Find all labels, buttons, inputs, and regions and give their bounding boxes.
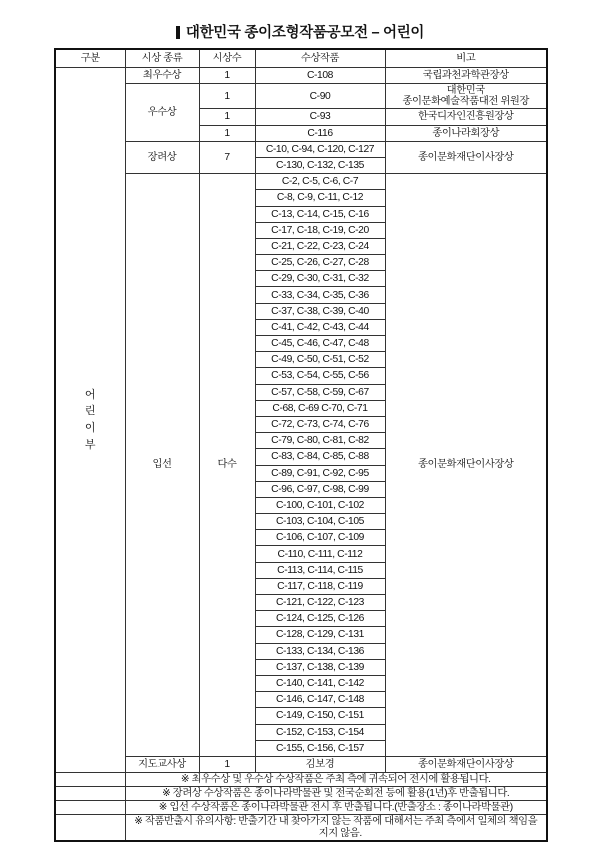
footnote-text <box>125 787 547 801</box>
division-char: 부 <box>84 438 96 451</box>
page-title <box>176 21 424 42</box>
cell-awarded-work: C-13, C-14, C-15, C-16 <box>255 206 385 222</box>
remarks-line-1: 대한민국 <box>446 85 485 97</box>
footnote-left-spacer <box>55 773 125 787</box>
cell-awarded-work: C-128, C-129, C-131 <box>255 627 385 643</box>
cell-remarks: 종이문화재단이사장상 <box>385 141 547 173</box>
cell-awarded-work: C-68, C-69 C-70, C-71 <box>255 400 385 416</box>
footnote-line: ※ 작품반출시 유의사항: 반출기간 내 찾아가지 않는 작품에 대해서는 주최 측에서 일체의 책임을 <box>134 816 538 828</box>
cell-awarded-work: C-146, C-147, C-148 <box>255 692 385 708</box>
cell-remarks: 종이문화재단이사장상 <box>385 174 547 757</box>
table-row <box>55 68 547 84</box>
cell-awarded-work: C-113, C-114, C-115 <box>255 562 385 578</box>
column-header-award-count: 시상수 <box>199 49 255 68</box>
cell-awarded-work: C-124, C-125, C-126 <box>255 611 385 627</box>
cell-awarded-work: C-90 <box>255 84 385 109</box>
page-title-text: 대한민국 종이조형작품공모전 – 어린이 <box>185 25 425 41</box>
footnote-line: ※ 최우수상 및 우수상 수상작품은 주최 측에 귀속되어 전시에 활용됩니다. <box>180 774 491 786</box>
cell-awarded-work: C-93 <box>255 109 385 125</box>
table-row <box>55 174 547 190</box>
table-row <box>55 141 547 157</box>
cell-awarded-work: C-53, C-54, C-55, C-56 <box>255 368 385 384</box>
cell-awarded-work: C-37, C-38, C-39, C-40 <box>255 303 385 319</box>
cell-awarded-work: C-149, C-150, C-151 <box>255 708 385 724</box>
cell-award-count: 7 <box>199 141 255 173</box>
cell-awarded-work: C-130, C-132, C-135 <box>255 157 385 173</box>
division-char: 어 <box>84 388 96 401</box>
column-header-award-type: 시상 종류 <box>125 49 199 68</box>
cell-awarded-work: C-8, C-9, C-11, C-12 <box>255 190 385 206</box>
cell-award-count: 1 <box>199 756 255 772</box>
cell-awarded-work: C-121, C-122, C-123 <box>255 595 385 611</box>
table-body <box>55 68 547 841</box>
table-header <box>55 49 547 68</box>
cell-awarded-work: C-33, C-34, C-35, C-36 <box>255 287 385 303</box>
cell-awarded-work: 김보경 <box>255 756 385 772</box>
remarks-line-2: 종이문화예술작품대전 위원장 <box>402 96 530 108</box>
footnote-row <box>55 773 547 787</box>
cell-awarded-work: C-89, C-91, C-92, C-95 <box>255 465 385 481</box>
cell-awarded-work: C-152, C-153, C-154 <box>255 724 385 740</box>
footnote-row <box>55 787 547 801</box>
cell-awarded-work: C-140, C-141, C-142 <box>255 675 385 691</box>
column-header-awarded-work: 수상작품 <box>255 49 385 68</box>
cell-awarded-work: C-72, C-73, C-74, C-76 <box>255 416 385 432</box>
cell-awarded-work: C-10, C-94, C-120, C-127 <box>255 141 385 157</box>
cell-award-count: 다수 <box>199 174 255 757</box>
page-title-wrap <box>0 0 600 48</box>
cell-awarded-work: C-96, C-97, C-98, C-99 <box>255 481 385 497</box>
cell-award-type: 입선 <box>125 174 199 757</box>
cell-remarks: 종이나라회장상 <box>385 125 547 141</box>
footnote-left-spacer <box>55 815 125 841</box>
vertical-bar-marker-icon <box>176 26 180 39</box>
cell-division <box>55 68 125 773</box>
cell-award-type: 우수상 <box>125 84 199 142</box>
cell-remarks: 국립과천과학관장상 <box>385 68 547 84</box>
footnote-row <box>55 801 547 815</box>
cell-awarded-work: C-25, C-26, C-27, C-28 <box>255 255 385 271</box>
cell-awarded-work: C-106, C-107, C-109 <box>255 530 385 546</box>
cell-remarks: 종이문화재단이사장상 <box>385 756 547 772</box>
cell-awarded-work: C-117, C-118, C-119 <box>255 578 385 594</box>
column-header-remarks: 비고 <box>385 49 547 68</box>
footnote-left-spacer <box>55 801 125 815</box>
footnote-row <box>55 815 547 841</box>
cell-award-type: 최우수상 <box>125 68 199 84</box>
cell-awarded-work: C-116 <box>255 125 385 141</box>
cell-awarded-work: C-83, C-84, C-85, C-88 <box>255 449 385 465</box>
cell-awarded-work: C-79, C-80, C-81, C-82 <box>255 433 385 449</box>
division-char: 린 <box>84 405 96 418</box>
cell-awarded-work: C-103, C-104, C-105 <box>255 514 385 530</box>
footnote-line-continued: 지지 않음. <box>318 827 362 839</box>
cell-award-count: 1 <box>199 125 255 141</box>
cell-awarded-work: C-100, C-101, C-102 <box>255 497 385 513</box>
cell-award-type: 지도교사상 <box>125 756 199 772</box>
cell-award-type: 장려상 <box>125 141 199 173</box>
cell-awarded-work: C-49, C-50, C-51, C-52 <box>255 352 385 368</box>
header-row <box>55 49 547 68</box>
award-table <box>54 48 548 842</box>
cell-award-count: 1 <box>199 84 255 109</box>
cell-awarded-work: C-155, C-156, C-157 <box>255 740 385 756</box>
cell-awarded-work: C-41, C-42, C-43, C-44 <box>255 319 385 335</box>
award-table-wrap <box>54 48 546 842</box>
cell-awarded-work: C-17, C-18, C-19, C-20 <box>255 222 385 238</box>
cell-remarks: 한국디자인진흥원장상 <box>385 109 547 125</box>
cell-awarded-work: C-21, C-22, C-23, C-24 <box>255 238 385 254</box>
division-label <box>58 387 123 454</box>
cell-award-count: 1 <box>199 68 255 84</box>
cell-awarded-work: C-137, C-138, C-139 <box>255 659 385 675</box>
table-row <box>55 84 547 109</box>
footnote-text <box>125 815 547 841</box>
cell-awarded-work: C-110, C-111, C-112 <box>255 546 385 562</box>
cell-remarks <box>385 84 547 109</box>
cell-awarded-work: C-2, C-5, C-6, C-7 <box>255 174 385 190</box>
cell-award-count: 1 <box>199 109 255 125</box>
cell-awarded-work: C-108 <box>255 68 385 84</box>
column-header-division: 구분 <box>55 49 125 68</box>
cell-awarded-work: C-57, C-58, C-59, C-67 <box>255 384 385 400</box>
cell-awarded-work: C-133, C-134, C-136 <box>255 643 385 659</box>
footnote-text <box>125 773 547 787</box>
table-row <box>55 756 547 772</box>
footnote-left-spacer <box>55 787 125 801</box>
footnote-line: ※ 장려상 수상작품은 종이나라박물관 및 전국순회전 등에 활용(1년)후 반출됩니다. <box>162 788 510 800</box>
cell-awarded-work: C-45, C-46, C-47, C-48 <box>255 336 385 352</box>
cell-awarded-work: C-29, C-30, C-31, C-32 <box>255 271 385 287</box>
division-char: 이 <box>84 422 96 435</box>
footnote-text <box>125 801 547 815</box>
footnote-line: ※ 입선 수상작품은 종이나라박물관 전시 후 반출됩니다.(반출장소 : 종이나라박물관) <box>158 802 513 814</box>
